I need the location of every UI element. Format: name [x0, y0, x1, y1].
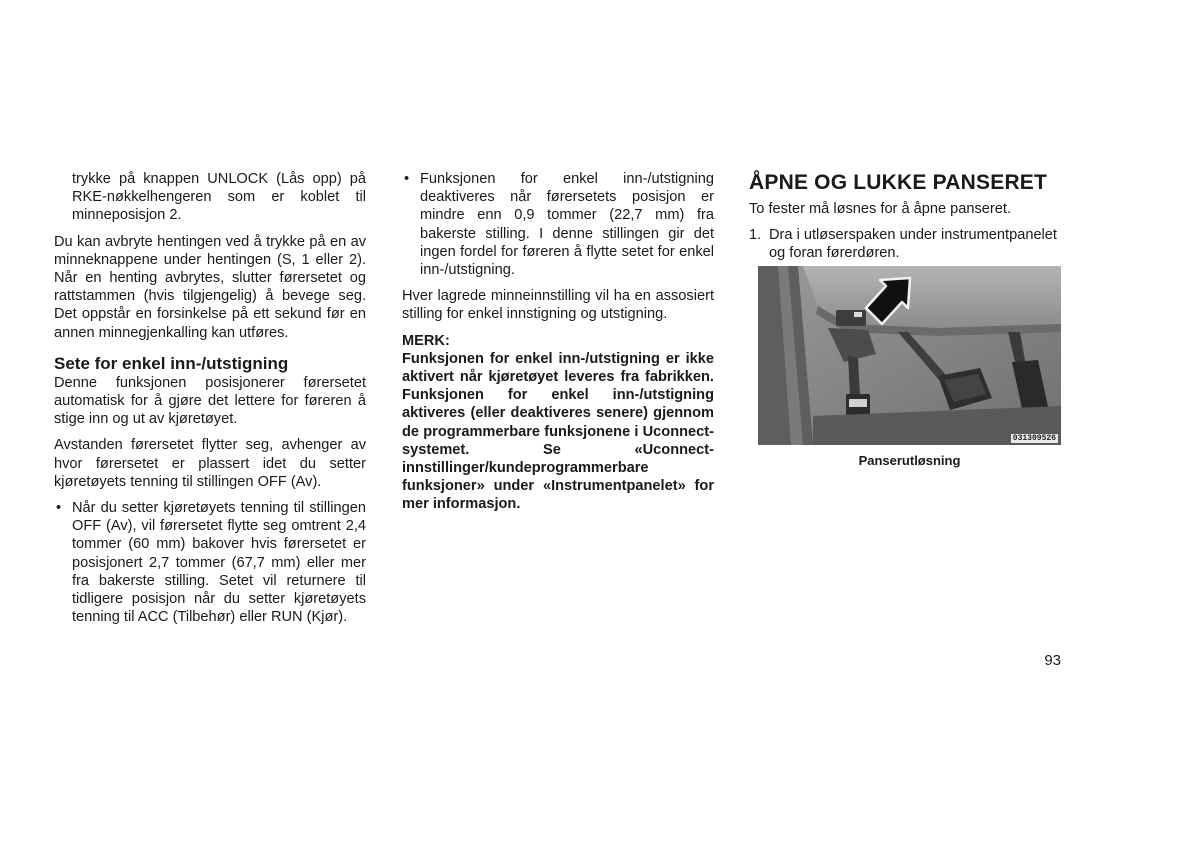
paragraph-memory-setting: Hver lagrede minneinnstilling vil ha en assosiert stilling for enkel innstigning og utstigning.: [402, 288, 714, 323]
step-item-1: [749, 226, 1061, 262]
bullet-list-left: [54, 499, 366, 626]
hood-release-figure: [758, 266, 1061, 445]
paragraph-easy-entry-intro: Denne funksjonen posisjonerer førersetet automatisk for å gjøre det lettere for føreren å stige inn og ut av kjøretøyet.: [54, 374, 366, 428]
paragraph-cancel-recall: Du kan avbryte hentingen ved å trykke på en av minneknappene under hentingen (S, 1 eller 2). Når en henting avbrytes, slutter førersetet og rattstammen (hvis tilgjengelig) å bevege seg. Det oppstår en forsinkelse på ett sekund før en annen minnegjenkalling kan utføres.: [54, 233, 366, 341]
note-body: Funksjonen for enkel inn-/utstigning er ikke aktivert når kjøretøyet leveres fra fabrikken. Funksjonen for enkel inn-/utstigning aktiveres (eller deaktiveres senere) gjennom de programmerbare funksjonene i Uconnect-systemet. Se «Uconnect-innstillinger/kundeprogrammerbare funksjoner» under «Instrumentpanelet» for mer informasjon.: [402, 350, 714, 513]
note-label: MERK:: [402, 332, 450, 349]
bullet-item-deactivated: • Funksjonen for enkel inn-/utstigning deaktiveres når førersetets posisjon er mindre enn 0,9 tommer (22,7 mm) fra bakerste stilling. I denne stillingen gir det ingen fordel for føreren å flytte setet for enkel inn-/utstigning.: [402, 170, 714, 279]
figure-code: 031309526: [1012, 434, 1056, 443]
figure-caption: Panserutløsning: [858, 453, 961, 468]
hood-release-photo: [758, 266, 1061, 445]
continuation-text: trykke på knappen UNLOCK (Lås opp) på RKE-nøkkelhengeren som er koblet til minneposisjon 2.: [72, 171, 366, 224]
step-text: Dra i utløserspaken under instrumentpanelet og foran førerdøren.: [769, 227, 1057, 262]
column-right: [749, 170, 1061, 269]
column-left: [54, 170, 366, 634]
step-number: 1.: [749, 227, 762, 244]
subheading-easy-entry: Sete for enkel inn-/utstigning: [54, 353, 289, 373]
column-middle: [402, 170, 714, 514]
bullet-list-middle: [402, 170, 714, 279]
step-list: [749, 226, 1061, 262]
page-number: 93: [1044, 652, 1061, 669]
bullet-item-ignition-off: • Når du setter kjøretøyets tenning til stillingen OFF (Av), vil førersetet flytte seg omtrent 2,4 tommer (60 mm) bakover hvis førersetet er posisjonert 2,7 tommer (67,7 mm) eller mer fra bakerste stilling. Setet vil returnere til tidligere posisjon når du setter kjøretøyets tenning til ACC (Tilbehør) eller RUN (Kjør).: [54, 499, 366, 626]
section-heading-hood: ÅPNE OG LUKKE PANSERET: [749, 171, 1048, 194]
paragraph-seat-distance: Avstanden førersetet flytter seg, avhenger av hvor førersetet er plassert idet du setter kjøretøyets tenning til stillingen OFF (Av).: [54, 437, 366, 490]
paragraph-hood-intro: To fester må løsnes for å åpne panseret.: [749, 201, 1012, 217]
